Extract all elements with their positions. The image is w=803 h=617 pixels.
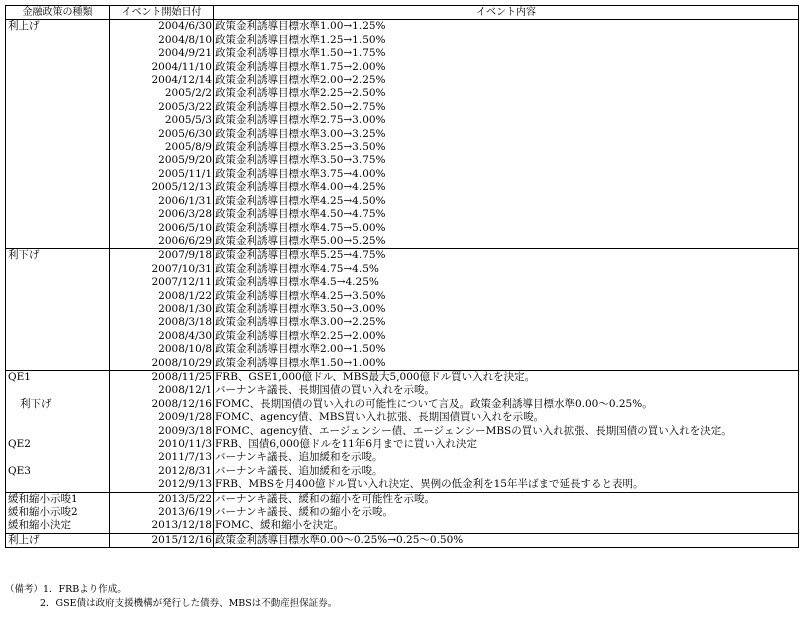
event-date-cell: 2009/1/28	[110, 411, 214, 424]
event-content-cell: FRB、MBSを月400億ドル買い入れ決定、異例の低金利を15年半ばまで延長すると表明。	[214, 478, 799, 492]
event-content-cell: 政策金利誘導目標水準4.50→4.75%	[214, 208, 799, 221]
policy-type-cell	[6, 87, 110, 100]
table-row	[6, 451, 799, 464]
event-content-cell: 政策金利誘導目標水準5.25→4.75%	[214, 249, 799, 263]
event-content-cell: 政策金利誘導目標水準3.75→4.00%	[214, 168, 799, 181]
table-row	[6, 303, 799, 316]
table-row	[6, 398, 799, 411]
event-content-cell: FOMC、緩和縮小を決定。	[214, 519, 799, 533]
event-date-cell: 2005/2/2	[110, 87, 214, 100]
event-date-cell: 2005/8/9	[110, 141, 214, 154]
event-date-cell: 2006/5/10	[110, 222, 214, 235]
event-date-cell: 2005/3/22	[110, 101, 214, 114]
policy-type-cell: 利上げ	[6, 533, 110, 547]
table-row	[6, 478, 799, 492]
event-date-cell: 2009/3/18	[110, 425, 214, 438]
policy-type-cell	[6, 411, 110, 424]
table-row	[6, 47, 799, 60]
policy-type-cell: 緩和縮小決定	[6, 519, 110, 533]
table-row	[6, 316, 799, 329]
policy-type-cell	[6, 357, 110, 371]
event-content-cell: 政策金利誘導目標水準3.25→3.50%	[214, 141, 799, 154]
policy-type-cell	[6, 263, 110, 276]
event-content-cell: 政策金利誘導目標水準4.5→4.25%	[214, 276, 799, 289]
event-date-cell: 2005/11/1	[110, 168, 214, 181]
policy-type-cell	[6, 34, 110, 47]
table-row	[6, 249, 799, 263]
event-content-cell: 政策金利誘導目標水準1.25→1.50%	[214, 34, 799, 47]
table-header-row	[6, 6, 799, 20]
footnote-1: （備考）1．FRBより作成。	[5, 584, 127, 595]
table-row	[6, 438, 799, 451]
event-date-cell: 2005/12/13	[110, 181, 214, 194]
policy-type-cell	[6, 303, 110, 316]
policy-type-cell	[6, 478, 110, 492]
table-row	[6, 168, 799, 181]
event-date-cell: 2008/11/25	[110, 370, 214, 384]
event-date-cell: 2011/7/13	[110, 451, 214, 464]
table-row	[6, 519, 799, 533]
table-row	[6, 128, 799, 141]
event-date-cell: 2008/10/8	[110, 343, 214, 356]
event-date-cell: 2010/11/3	[110, 438, 214, 451]
event-date-cell: 2015/12/16	[110, 533, 214, 547]
event-content-cell: バーナンキ議長、追加緩和を示唆。	[214, 465, 799, 478]
event-content-cell: 政策金利誘導目標水準3.00→3.25%	[214, 128, 799, 141]
event-date-cell: 2008/4/30	[110, 330, 214, 343]
policy-type-cell	[6, 276, 110, 289]
table-row	[6, 506, 799, 519]
policy-type-cell	[6, 181, 110, 194]
event-date-cell: 2008/3/18	[110, 316, 214, 329]
table-row	[6, 465, 799, 478]
table-row	[6, 425, 799, 438]
table-row	[6, 370, 799, 384]
table-row	[6, 208, 799, 221]
policy-type-cell	[6, 235, 110, 249]
policy-type-cell	[6, 61, 110, 74]
event-content-cell: 政策金利誘導目標水準2.00→1.50%	[214, 343, 799, 356]
table-row	[6, 343, 799, 356]
policy-type-cell: 利上げ	[6, 20, 110, 34]
event-date-cell: 2004/8/10	[110, 34, 214, 47]
policy-events-table-container	[5, 5, 798, 548]
event-date-cell: 2013/12/18	[110, 519, 214, 533]
table-row	[6, 411, 799, 424]
table-row	[6, 114, 799, 127]
policy-type-cell	[6, 47, 110, 60]
event-date-cell: 2005/6/30	[110, 128, 214, 141]
header-policy-type: 金融政策の種類	[6, 6, 110, 20]
event-content-cell: 政策金利誘導目標水準1.50→1.75%	[214, 47, 799, 60]
event-date-cell: 2006/3/28	[110, 208, 214, 221]
table-row	[6, 195, 799, 208]
event-content-cell: FRB、国債6,000億ドルを11年6月までに買い入れ決定	[214, 438, 799, 451]
policy-type-cell: QE3	[6, 465, 110, 478]
policy-type-cell: QE1	[6, 370, 110, 384]
event-content-cell: 政策金利誘導目標水準4.25→4.50%	[214, 195, 799, 208]
table-row	[6, 276, 799, 289]
event-content-cell: 政策金利誘導目標水準4.75→5.00%	[214, 222, 799, 235]
table-row	[6, 181, 799, 194]
event-content-cell: 政策金利誘導目標水準2.00→2.25%	[214, 74, 799, 87]
policy-type-cell: 緩和縮小示唆1	[6, 492, 110, 506]
policy-type-cell	[6, 316, 110, 329]
event-content-cell: 政策金利誘導目標水準1.50→1.00%	[214, 357, 799, 371]
policy-type-cell	[6, 343, 110, 356]
event-content-cell: 政策金利誘導目標水準2.25→2.00%	[214, 330, 799, 343]
event-content-cell: 政策金利誘導目標水準1.00→1.25%	[214, 20, 799, 34]
policy-type-cell	[6, 208, 110, 221]
event-content-cell: 政策金利誘導目標水準3.50→3.75%	[214, 154, 799, 167]
event-date-cell: 2012/8/31	[110, 465, 214, 478]
event-date-cell: 2008/12/16	[110, 398, 214, 411]
event-content-cell: 政策金利誘導目標水準2.75→3.00%	[214, 114, 799, 127]
event-content-cell: 政策金利誘導目標水準2.50→2.75%	[214, 101, 799, 114]
table-row	[6, 87, 799, 100]
footnote-2: 2．GSE債は政府支援機構が発行した債券、MBSは不動産担保証券。	[40, 598, 338, 609]
event-content-cell: FOMC、長期国債の買い入れの可能性について言及。政策金利誘導目標水準0.00～0.25%。	[214, 398, 799, 411]
event-date-cell: 2008/1/22	[110, 290, 214, 303]
event-content-cell: 政策金利誘導目標水準2.25→2.50%	[214, 87, 799, 100]
table-row	[6, 290, 799, 303]
policy-type-cell	[6, 425, 110, 438]
event-content-cell: 政策金利誘導目標水準1.75→2.00%	[214, 61, 799, 74]
event-content-cell: 政策金利誘導目標水準4.25→3.50%	[214, 290, 799, 303]
event-content-cell: バーナンキ議長、緩和の縮小を示唆。	[214, 506, 799, 519]
event-content-cell: バーナンキ議長、緩和の縮小を可能性を示唆。	[214, 492, 799, 506]
policy-type-cell	[6, 330, 110, 343]
table-row	[6, 101, 799, 114]
event-date-cell: 2004/12/14	[110, 74, 214, 87]
table-row	[6, 263, 799, 276]
footnotes	[5, 583, 337, 611]
table-row	[6, 74, 799, 87]
policy-type-cell	[6, 222, 110, 235]
event-date-cell: 2007/9/18	[110, 249, 214, 263]
header-event-date: イベント開始日付	[110, 6, 214, 20]
event-content-cell: FOMC、agency債、エージェンシー債、エージェンシーMBSの買い入れ拡張、長期国債の買い入れを決定。	[214, 425, 799, 438]
event-content-cell: 政策金利誘導目標水準4.75→4.5%	[214, 263, 799, 276]
event-date-cell: 2006/6/29	[110, 235, 214, 249]
policy-type-cell	[6, 128, 110, 141]
event-date-cell: 2004/11/10	[110, 61, 214, 74]
policy-type-cell: 利下げ	[6, 249, 110, 263]
event-date-cell: 2004/6/30	[110, 20, 214, 34]
policy-type-cell	[6, 451, 110, 464]
policy-type-cell	[6, 195, 110, 208]
event-date-cell: 2013/5/22	[110, 492, 214, 506]
table-row	[6, 492, 799, 506]
event-content-cell: 政策金利誘導目標水準4.00→4.25%	[214, 181, 799, 194]
policy-type-cell	[6, 384, 110, 397]
event-date-cell: 2004/9/21	[110, 47, 214, 60]
event-date-cell: 2005/9/20	[110, 154, 214, 167]
table-row	[6, 357, 799, 371]
table-row	[6, 222, 799, 235]
table-row	[6, 61, 799, 74]
policy-type-cell	[6, 154, 110, 167]
event-content-cell: FOMC、agency債、MBS買い入れ拡張、長期国債買い入れを示唆。	[214, 411, 799, 424]
event-content-cell: 政策金利誘導目標水準3.00→2.25%	[214, 316, 799, 329]
table-row	[6, 235, 799, 249]
event-content-cell: FRB、GSE1,000億ドル、MBS最大5,000億ドル買い入れを決定。	[214, 370, 799, 384]
table-row	[6, 154, 799, 167]
header-event-content: イベント内容	[214, 6, 799, 20]
policy-type-cell: 利下げ	[6, 398, 110, 411]
event-date-cell: 2006/1/31	[110, 195, 214, 208]
policy-type-cell: 緩和縮小示唆2	[6, 506, 110, 519]
table-row	[6, 533, 799, 547]
table-row	[6, 384, 799, 397]
policy-type-cell	[6, 114, 110, 127]
policy-type-cell	[6, 168, 110, 181]
event-content-cell: 政策金利誘導目標水準5.00→5.25%	[214, 235, 799, 249]
policy-type-cell	[6, 74, 110, 87]
table-row	[6, 141, 799, 154]
event-date-cell: 2008/1/30	[110, 303, 214, 316]
event-date-cell: 2007/10/31	[110, 263, 214, 276]
policy-type-cell	[6, 290, 110, 303]
policy-type-cell	[6, 141, 110, 154]
table-row	[6, 330, 799, 343]
event-content-cell: バーナンキ議長、追加緩和を示唆。	[214, 451, 799, 464]
table-row	[6, 34, 799, 47]
event-date-cell: 2007/12/11	[110, 276, 214, 289]
event-date-cell: 2008/10/29	[110, 357, 214, 371]
event-date-cell: 2005/5/3	[110, 114, 214, 127]
event-date-cell: 2013/6/19	[110, 506, 214, 519]
policy-events-table	[5, 5, 799, 548]
policy-type-cell	[6, 101, 110, 114]
event-content-cell: バーナンキ議長、長期国債の買い入れを示唆。	[214, 384, 799, 397]
event-content-cell: 政策金利誘導目標水準3.50→3.00%	[214, 303, 799, 316]
table-row	[6, 20, 799, 34]
event-content-cell: 政策金利誘導目標水準0.00～0.25%→0.25～0.50%	[214, 533, 799, 547]
event-date-cell: 2008/12/1	[110, 384, 214, 397]
event-date-cell: 2012/9/13	[110, 478, 214, 492]
table-body	[6, 20, 799, 548]
policy-type-cell: QE2	[6, 438, 110, 451]
